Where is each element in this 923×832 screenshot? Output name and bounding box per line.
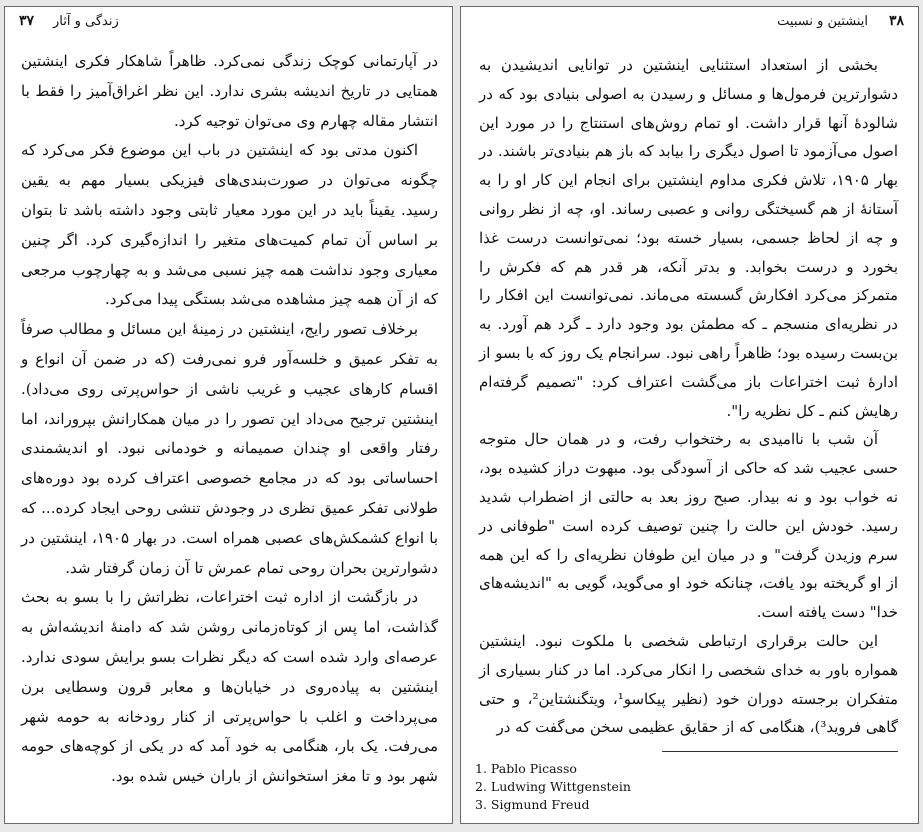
right-running-title: اینشتین و نسبیت [777, 14, 868, 29]
right-page [460, 6, 919, 824]
paragraph: برخلاف تصور رایج، اینشتین در زمینهٔ این مسائل و مطالب صرفاً به تفکر عمیق و خلسه‌آور فرو نمی‌رفت (که در ضمن آن انواع و اقسام کارهای عجیب و غریب ناشی از حواس‌پرتی روی می‌داد). اینشتین ترجیح می‌داد این تصور را در میان همکارانش بپروراند، اما رفتار واقعی او چندان صمیمانه و خودمانی نبود. او اندیشمندی احساساتی بود که در مجامع خصوصی اعتراف کرده بود دوره‌های طولانی تفکر عمیق نظری در وجودش تنشی روحی ایجاد کرده... که با انواع کشمکش‌های عصبی همراه است. در بهار ۱۹۰۵، اینشتین در دشوارترین بحران روحی تمام عمرش تا آن زمان گرفتار شد. [21, 320, 438, 577]
footnotes [475, 760, 631, 814]
left-page [4, 6, 453, 824]
right-page-header [461, 7, 918, 35]
paragraph: در آپارتمانی کوچک زندگی نمی‌کرد. ظاهراً شاهکار فکری اینشتین همتایی در تاریخ اندیشه بشری ندارد. این نظر اغراق‌آمیز را فقط با انتشار مقاله چهارم وی می‌توان توجیه کرد. [21, 52, 438, 130]
footnote: 1. Pablo Picasso [475, 761, 577, 776]
paragraph: اکنون مدتی بود که اینشتین در باب این موضوع فکر می‌کرد که چگونه می‌توان در صورت‌بندی‌های فیزیکی بسیار مهم به یقین رسید. یقیناً باید در این مورد معیار ثابتی وجود داشته باشد تا بتوان بر اساس آن تمام کمیت‌های متغیر را اندازه‌گیری کرد. اگر چنین معیاری وجود نداشت همه چیز نسبی می‌شد و به چهارچوب مرجعی که از آن همه چیز مشاهده می‌شد بستگی پیدا می‌کرد. [21, 141, 438, 309]
paragraph: آن شب با ناامیدی به رختخواب رفت، و در همان حال متوجه حسی عجیب شد که حاکی از آسودگی بود. مبهوت دراز کشیده بود، نه خواب بود و نه بیدار. صبح روز بعد به حالتی از اضطراب شدید رسید. خودش این حالت را چنین توصیف کرده است "طوفانی در سرم وزیدن گرفت" و در میان این طوفان نظریه‌ای را که این همه از او گریخته بود یافت، چنانکه خود او می‌گوید، گویی به "اندیشه‌های خدا" دست یافته است. [479, 430, 898, 622]
left-page-body [21, 47, 438, 792]
right-page-number: ۳۸ [888, 13, 904, 29]
paragraph: بخشی از استعداد استثنایی اینشتین در توانایی اندیشیدن به دشوارترین فرمول‌ها و مسائل و رسیدن به اصولی بنیادی بود که در شالودهٔ آنها قرار داشت. او تمام روش‌های استنتاج را در مورد این اصول می‌آزمود تا اصول دیگری را بیابد که باز هم بنیادی‌تر باشند. در بهار ۱۹۰۵، تلاش فکری مداوم اینشتین برای انجام این کار او را به آستانهٔ از هم گسیختگی روانی و عصبی رساند. او، چه از نظر روانی و چه از لحاظ جسمی، بسیار خسته بود؛ نمی‌توانست درست غذا بخورد و درست بخوابد. و بدتر آنکه، هر قدر هم که فکرش را متمرکز می‌کرد افکارش گسسته می‌ماند. نمی‌توانست این افکار را در نظریه‌ای منسجم ـ که مطمئن بود وجود دارد ـ گرد هم آورد. به بن‌بست رسیده بود؛ ظاهراً راهی نبود. سرانجام یک روز که با بسو از ادارهٔ ثبت اختراعات باز می‌گشت اعتراف کرد: "تصمیم گرفته‌ام رهایش کنم ـ کل نظریه را". [479, 56, 898, 420]
footnote-divider [662, 751, 898, 752]
footnote: 3. Sigmund Freud [475, 797, 590, 812]
paragraph: این حالت برقراری ارتباطی شخصی با ملکوت نبود. اینشتین همواره باور به خدای شخصی را انکار می‌کرد. اما در کنار بسیاری از متفکران برجسته دوران خود (نظیر پیکاسو¹، ویتگنشتاین²، و حتی گاهی فروید³)، هنگامی که از حقایق عظیمی سخن می‌گفت که در [479, 631, 898, 737]
left-page-header [5, 7, 452, 35]
right-page-body [479, 51, 898, 742]
left-running-title: زندگی و آثار [53, 14, 119, 29]
left-page-number: ۳۷ [19, 13, 35, 29]
paragraph: در بازگشت از اداره ثبت اختراعات، نظراتش را با بسو به بحث گذاشت، اما پس از کوتاه‌زمانی روشن شد که دامنهٔ اندیشه‌اش به عرصه‌ای وارد شده است که دیگر نظرات بسو برایش سودی ندارد. اینشتین به پیاده‌روی در خیابان‌ها و معابر قرون وسطایی برن می‌پرداخت و اغلب با حواس‌پرتی از کنار رودخانه به حومه شهر می‌رفت. یک بار، هنگامی به خود آمد که در یکی از کوچه‌های حومه شهر بود و تا مغز استخوانش از باران خیس شده بود. [21, 588, 438, 786]
footnote: 2. Ludwing Wittgenstein [475, 779, 631, 794]
